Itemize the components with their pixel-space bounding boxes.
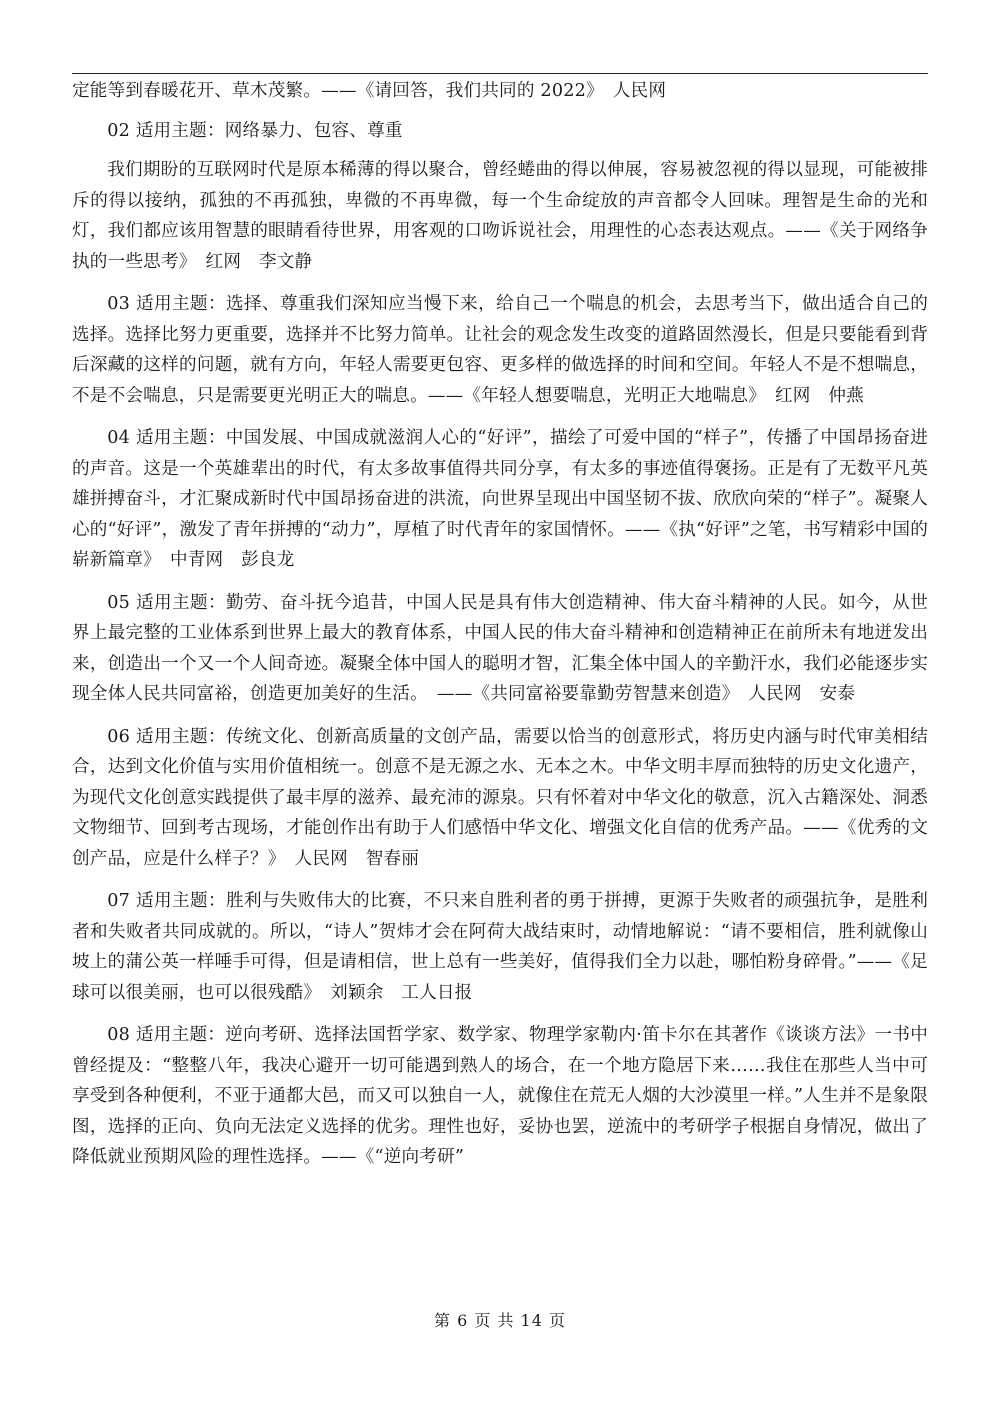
header-rule	[72, 73, 928, 74]
section-04: 04 适用主题：中国发展、中国成就滋润人心的“好评”，描绘了可爱中国的“样子”，传播了中国昂扬奋进的声音。这是一个英雄辈出的时代，有太多故事值得共同分享，有太多的事迹值得褒扬。正是有了无数平凡英雄拼搏奋斗，才汇聚成新时代中国昂扬奋进的洪流，向世界呈现出中国坚韧不拔、欣欣向荣的“样子”。凝聚人心的“好评”，激发了青年拼搏的“动力”，厚植了时代青年的家国情怀。——《执“好评”之笔，书写精彩中国的崭新篇章》 中青网 彭良龙	[72, 428, 928, 570]
section-06: 06 适用主题：传统文化、创新高质量的文创产品，需要以恰当的创意形式，将历史内涵与时代审美相结合，达到文化价值与实用价值相统一。创意不是无源之水、无本之木。中华文明丰厚而独特的历史文化遗产，为现代文化创意实践提供了最丰厚的滋养、最充沛的源泉。只有怀着对中华文化的敬意，沉入古籍深处、洞悉文物细节、回到考古现场，才能创作出有助于人们感悟中华文化、增强文化自信的优秀产品。——《优秀的文创产品，应是什么样子？》 人民网 智春丽	[72, 726, 928, 869]
document-body	[72, 76, 928, 1185]
section-08: 08 适用主题：逆向考研、选择法国哲学家、数学家、物理学家勒内·笛卡尔在其著作《谈谈方法》一书中曾经提及：“整整八年，我决心避开一切可能遇到熟人的场合，在一个地方隐居下来……我住在那些人当中可享受到各种便利，不亚于通都大邑，而又可以独自一人，就像住在荒无人烟的大沙漠里一样。”人生并不是象限图，选择的正向、负向无法定义选择的优劣。理性也好，妥协也罢，逆流中的考研学子根据自身情况，做出了降低就业预期风险的理性选择。——《“逆向考研”	[72, 1025, 928, 1167]
section-body-02: 我们期盼的互联网时代是原本稀薄的得以聚合，曾经蜷曲的得以伸展，容易被忽视的得以显现，可能被排斥的得以接纳，孤独的不再孤独，卑微的不再卑微，每一个生命绽放的声音都令人回味。理智是生命的光和灯，我们都应该用智慧的眼睛看待世界，用客观的口吻诉说社会，用理性的心态表达观点。——《关于网络争执的一些思考》 红网 李文静	[72, 160, 928, 272]
page-number-footer: 第 6 页 共 14 页	[434, 1311, 566, 1330]
section-heading-02: 02 适用主题：网络暴力、包容、尊重	[107, 120, 403, 141]
section-07: 07 适用主题：胜利与失败伟大的比赛，不只来自胜利者的勇于拼搏，更源于失败者的顽强抗争，是胜利者和失败者共同成就的。所以，“诗人”贺炜才会在阿荷大战结束时，动情地解说：“请不要相信，胜利就像山坡上的蒲公英一样唾手可得，但是请相信，世上总有一些美好，值得我们全力以赴，哪怕粉身碎骨。”——《足球可以很美丽，也可以很残酷》 刘颖余 工人日报	[72, 891, 928, 1003]
continued-paragraph: 定能等到春暖花开、草木茂繁。——《请回答，我们共同的 2022》 人民网	[72, 81, 667, 101]
section-05: 05 适用主题：勤劳、奋斗抚今追昔，中国人民是具有伟大创造精神、伟大奋斗精神的人民。如今，从世界上最完整的工业体系到世界上最大的教育体系，中国人民的伟大奋斗精神和创造精神正在前所未有地迸发出来，创造出一个又一个人间奇迹。凝聚全体中国人的聪明才智，汇集全体中国人的辛勤汗水，我们必能逐步实现全体人民共同富裕，创造更加美好的生活。 ——《共同富裕要靠勤劳智慧来创造》 人民网 安泰	[72, 592, 928, 704]
section-03: 03 适用主题：选择、尊重我们深知应当慢下来，给自己一个喘息的机会，去思考当下，做出适合自己的选择。选择比努力更重要，选择并不比努力简单。让社会的观念发生改变的道路固然漫长，但是只要能看到背后深藏的这样的问题，就有方向，年轻人需要更包容、更多样的做选择的时间和空间。年轻人不是不想喘息，不是不会喘息，只是需要更光明正大的喘息。——《年轻人想要喘息，光明正大地喘息》 红网 仲燕	[72, 294, 928, 406]
